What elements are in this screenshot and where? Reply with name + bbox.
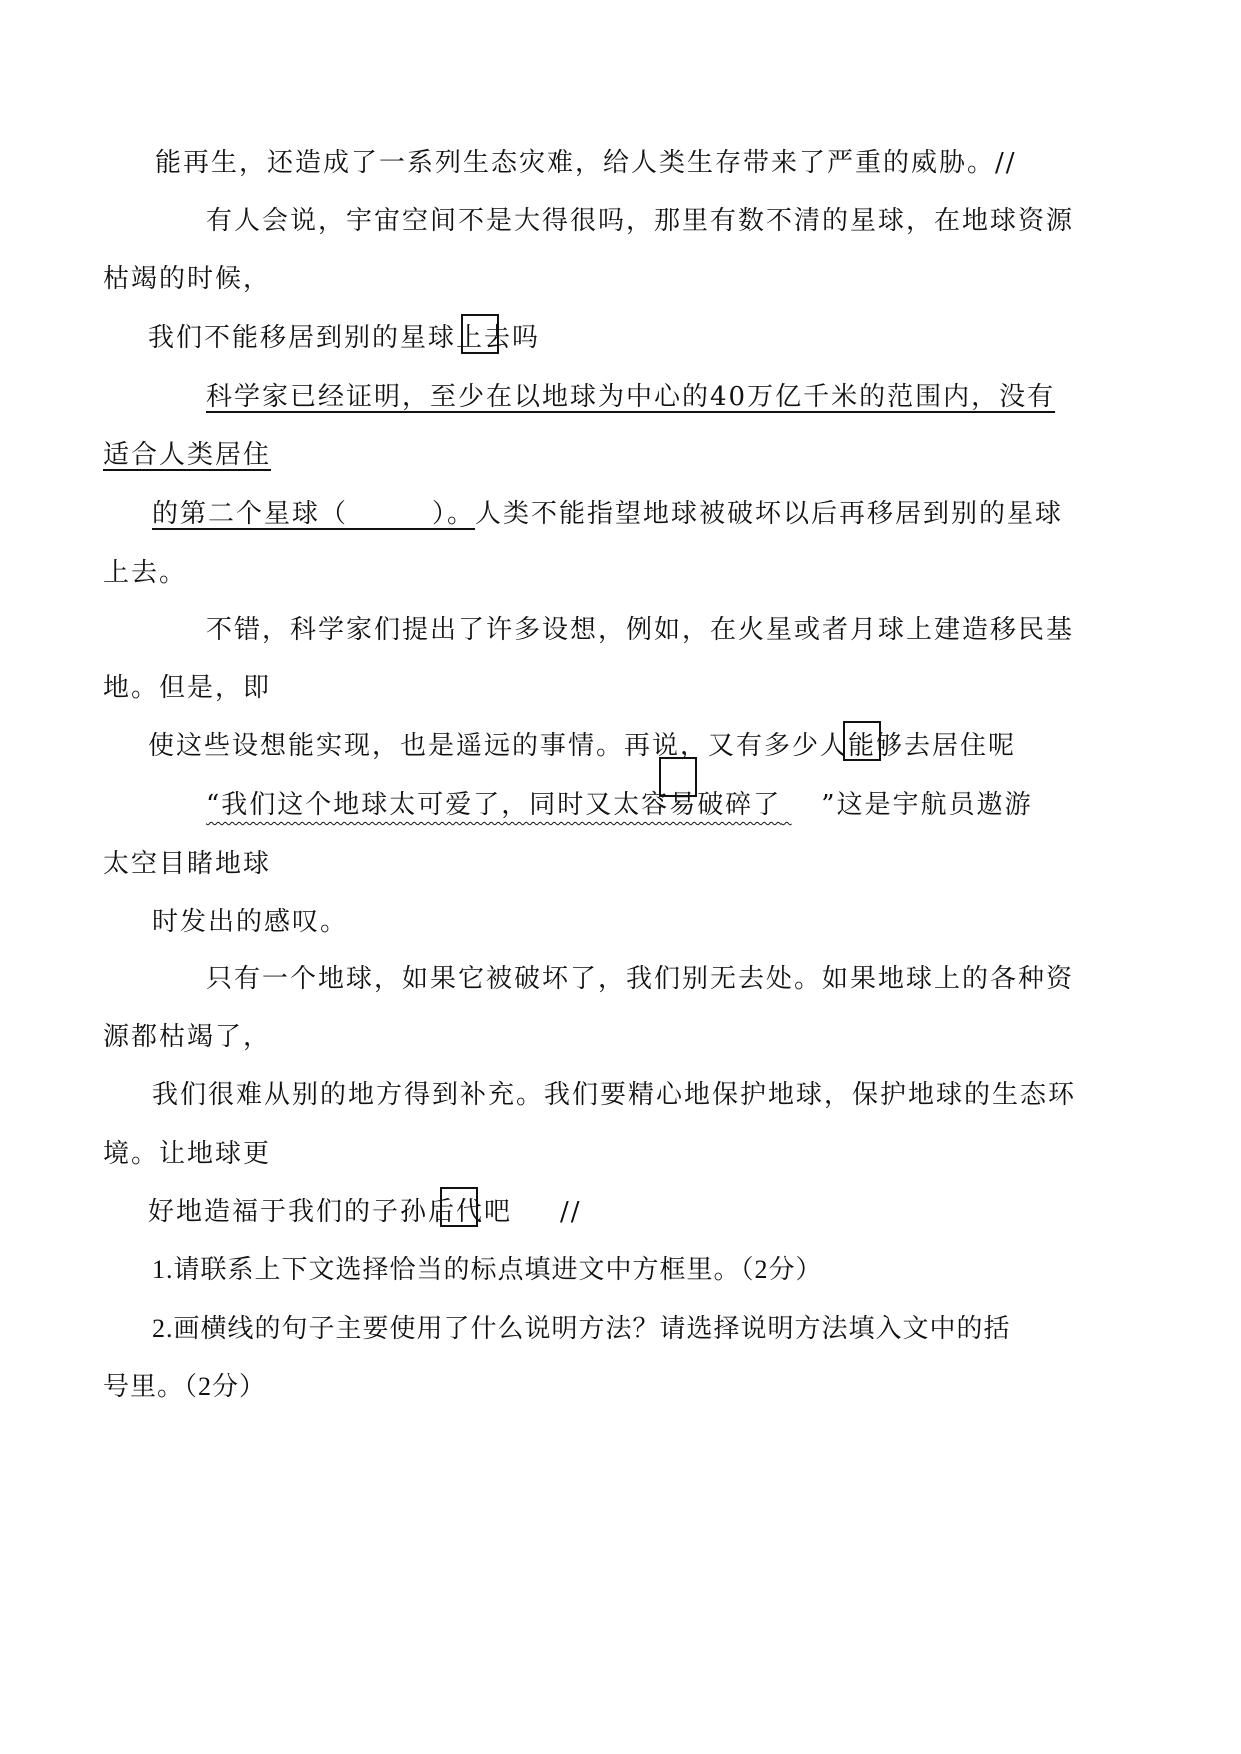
passage-line [148,729,1016,763]
question-2: 2.画横线的句子主要使用了什么说明方法？请选择说明方法填入文中的括 [152,1314,1011,1343]
wavy-underlined-quote: “我们这个地球太可爱了，同时又太容易破碎了 [206,790,782,820]
text-segment: 去 [904,731,933,761]
passage-line: 上去。 [103,558,188,588]
punctuation-answer-box[interactable] [440,1187,478,1227]
passage-line: 枯竭的时候， [103,264,272,294]
underlined-sentence: 适合人类居住 [103,440,272,470]
punctuation-answer-box[interactable] [461,314,499,354]
passage-line: 能再生，还造成了一系列生态灾难，给人类生存带来了严重的威胁。// [155,148,1017,178]
question-1: 1.请联系上下文选择恰当的标点填进文中方框里。（2分） [152,1255,823,1284]
passage-line [148,1195,582,1229]
passage-line [103,438,271,472]
text-segment: 好地造福于我们的子孙后 [148,1197,457,1227]
underlined-sentence: 科学家已经证明，至少在以地球为中心的40万亿千米的范围内，没有 [206,382,1056,412]
text-segment: 去 [484,323,513,353]
text-segment: 代吧 [456,1197,513,1227]
passage-line: 我们很难从别的地方得到补充。我们要精心地保护地球，保护地球的生态环 [152,1080,1077,1110]
punctuation-answer-box[interactable] [843,721,881,761]
passage-line: 不错，科学家们提出了许多设想，例如，在火星或者月球上建造移民基 [206,615,1075,645]
question-2-continued: 号里。（2分） [103,1372,267,1401]
passage-line: 地。但是，即 [103,673,272,703]
passage-line: 有人会说，宇宙空间不是大得很吗，那里有数不清的星球，在地球资源 [206,206,1075,236]
passage-line [206,380,1055,414]
passage-line [206,788,1033,822]
text-segment: 人类不能指望地球被破坏以后再移居到别的星球 [475,499,1064,529]
passage-line: 源都枯竭了， [103,1022,272,1052]
method-answer-parentheses[interactable]: 的第二个星球（ ）。 [152,499,476,529]
passage-line: 境。让地球更 [103,1139,272,1169]
quote-blank [781,788,821,822]
text-segment: // [560,1197,582,1227]
text-segment: 吗 [512,323,541,353]
passage-line: 太空目睹地球 [103,849,272,879]
passage-line [152,497,1063,531]
text-segment: ”这是宇航员遨游 [821,790,1033,820]
text-segment: 我们不能移居到别的星球上 [148,323,485,353]
text-segment: 使这些设想能实现，也是遥远的事情。再说，又有多少人能够 [148,731,905,761]
text-segment: 居住呢 [932,731,1017,761]
passage-line: 时发出的感叹。 [152,907,349,937]
passage-line: 只有一个地球，如果它被破坏了，我们别无去处。如果地球上的各种资 [206,964,1075,994]
